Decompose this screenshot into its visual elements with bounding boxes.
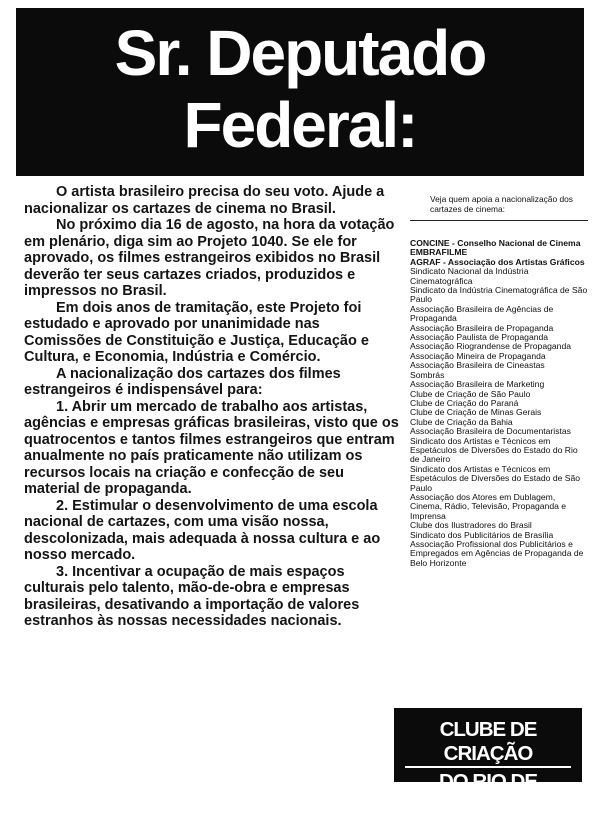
supporter-item: EMBRAFILME: [410, 247, 468, 258]
supporter-item: Associação Paulista de Propaganda: [410, 332, 549, 343]
supporter-item: Sindicato Nacional da Indústria Cinematográfica: [410, 266, 529, 286]
supporter-item: Sindicato dos Artistas e Técnicos em Espetáculos de Diversões do Estado de São Paulo: [410, 463, 581, 493]
paragraph-3: Em dois anos de tramitação, este Projeto foi estudado e aprovado por unanimidade nas Comissões de Constituição e Justiça, Educação e Cultura, e Economia, Indústria e Comércio.: [24, 299, 369, 365]
supporter-item: Sombrás: [410, 369, 445, 380]
supporter-item: Sindicato dos Artistas e Técnicos em Espetáculos de Diversões do Estado do Rio de Janeiro: [410, 435, 578, 465]
headline-line-2: Federal:: [183, 89, 417, 161]
divider: [410, 220, 588, 221]
club-logo: [394, 708, 582, 817]
headline-banner: [16, 8, 584, 176]
supporter-item: AGRAF - Associação dos Artistas Gráficos: [410, 256, 585, 267]
supporter-item: Clube de Criação de Minas Gerais: [410, 407, 542, 418]
supporter-item: Associação Brasileira de Cineastas: [410, 360, 545, 371]
supporters-intro: Veja quem apoia a nacionalização dos cartazes de cinema:: [430, 194, 573, 214]
supporter-item: Clube dos Ilustradores do Brasil: [410, 520, 532, 531]
supporter-item: Sindicato dos Publicitários de Brasília: [410, 529, 554, 540]
supporter-item: Associação Brasileira de Documentaristas: [410, 426, 571, 437]
paragraph-6: 2. Estimular o desenvolvimento de uma escola nacional de cartazes, com uma visão nossa, descolonizada, mais adequada à nossa cultura e ao nosso mercado.: [24, 497, 381, 563]
paragraph-5: 1. Abrir um mercado de trabalho aos artistas, agências e empresas gráficas brasileiras, visto que os quatrocentos e tantos filmes estrangeiros que entram anualmente no país praticamente não utilizam os recursos locais na criação e confecção de seu material de propaganda.: [24, 398, 399, 497]
paragraph-2: No próximo dia 16 de agosto, na hora da votação em plenário, diga sim ao Projeto 1040. Se ele for aprovado, os filmes estrangeiros exibidos no Brasil deverão ter seus cartazes criados, produzidos e impressos no Brasil.: [24, 217, 395, 299]
supporter-item: Clube de Criação da Bahia: [410, 416, 513, 427]
supporter-item: Associação Riograndense de Propaganda: [410, 341, 572, 352]
supporter-item: Associação Profissional dos Publicitários e Empregados em Agências de Propaganda de Belo Horizonte: [410, 539, 584, 568]
headline-line-1: Sr. Deputado: [114, 17, 486, 89]
logo-line-1: CLUBE DE CRIAÇÃO: [405, 718, 571, 768]
logo-line-2: DO RIO DE JANEIRO: [405, 770, 571, 820]
supporter-item: Associação Brasileira de Marketing: [410, 379, 545, 390]
paragraph-7: 3. Incentivar a ocupação de mais espaços culturais pelo talento, mão-de-obra e empresas brasileiras, desativando a importação de valores estranhos às nossas necessidades nacionais.: [24, 563, 360, 629]
supporter-item: Clube de Criação do Paraná: [410, 397, 519, 408]
body-text: [24, 184, 400, 630]
supporter-item: Associação Mineira de Propaganda: [410, 350, 546, 361]
supporter-item: CONCINE - Conselho Nacional de Cinema: [410, 238, 581, 248]
paragraph-4: A nacionalização dos cartazes dos filmes estrangeiros é indispensável para:: [24, 365, 341, 398]
supporter-item: Associação Brasileira de Propaganda: [410, 322, 554, 333]
supporter-item: Clube de Criação de São Paulo: [410, 388, 531, 399]
supporters-list: [410, 195, 588, 568]
paragraph-1: O artista brasileiro precisa do seu voto. Ajude a nacionalizar os cartazes de cinema no Brasil.: [24, 184, 385, 217]
supporter-item: Associação dos Atores em Dublagem, Cinema, Rádio, Televisão, Propaganda e Imprensa: [410, 491, 567, 521]
supporter-item: Sindicato da Indústria Cinematográfica de São Paulo: [410, 285, 588, 305]
supporter-item: Associação Brasileira de Agências de Propaganda: [410, 303, 554, 324]
